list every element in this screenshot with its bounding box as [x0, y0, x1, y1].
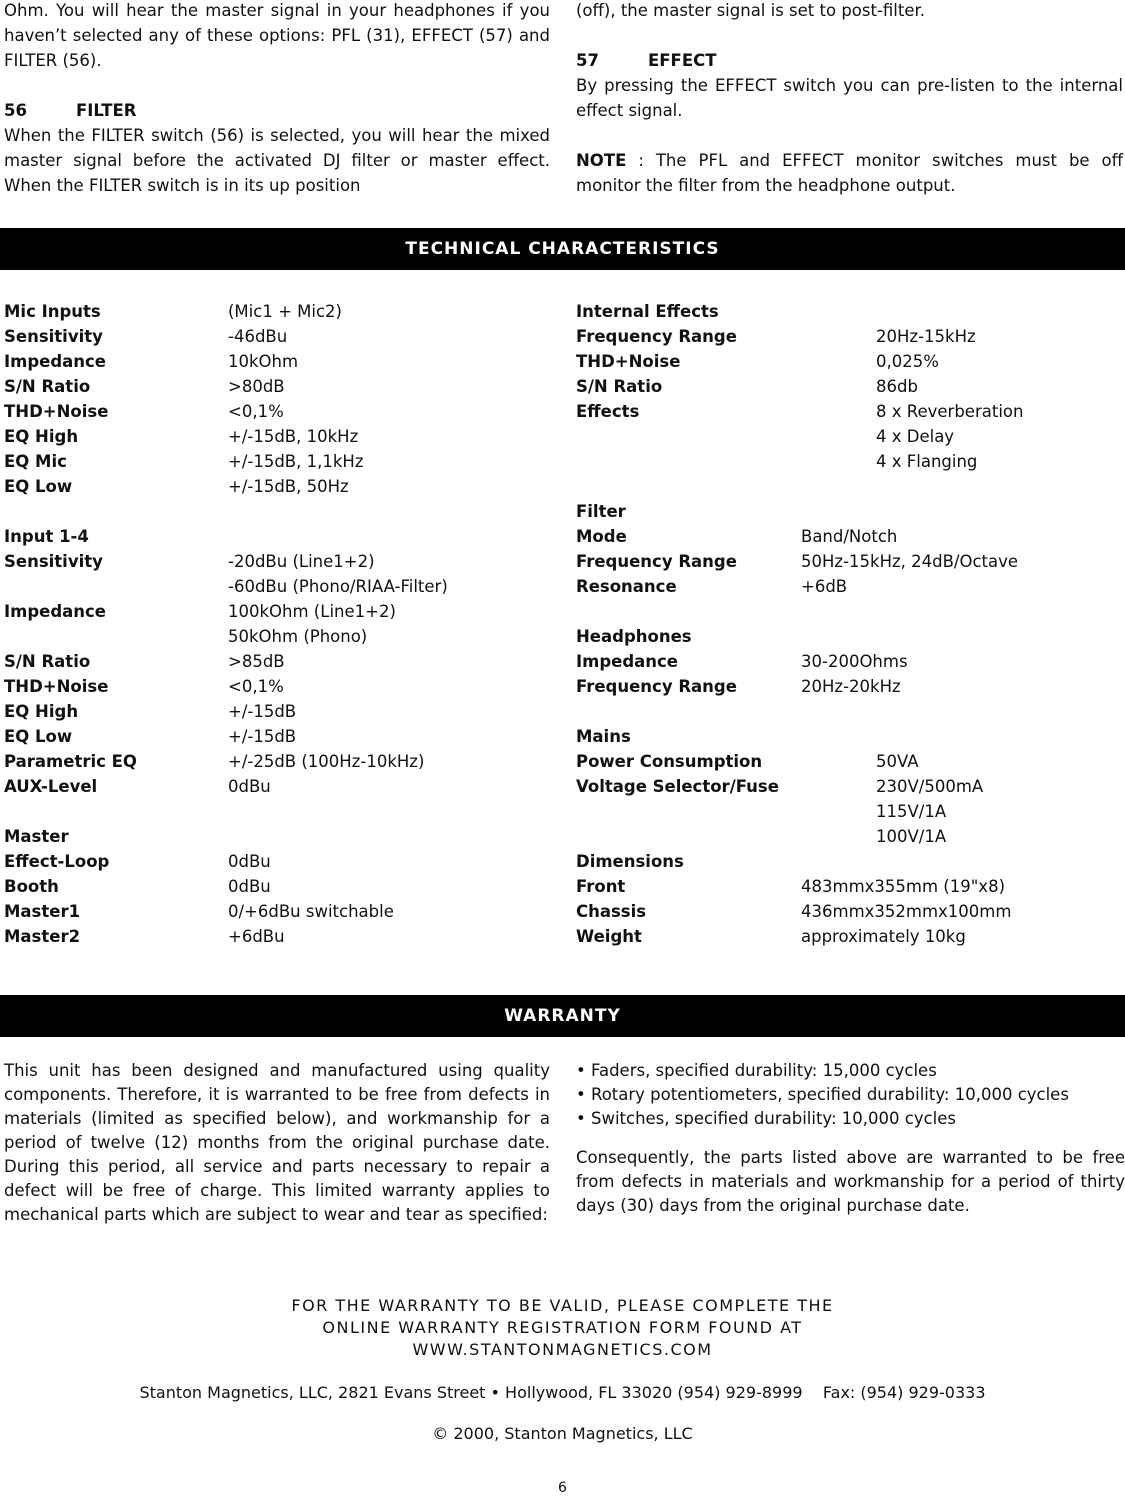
spec-label: Frequency Range	[576, 327, 737, 346]
spec-label: Sensitivity	[4, 552, 103, 571]
spec-row	[4, 524, 544, 549]
spec-label: Sensitivity	[4, 327, 103, 346]
spec-value: +/-15dB, 1,1kHz	[228, 452, 364, 471]
warranty-bullet-item: • Rotary potentiometers, specified durability: 10,000 cycles	[576, 1085, 1069, 1104]
spec-row	[576, 374, 1125, 399]
spec-row	[576, 399, 1125, 424]
spec-label: S/N Ratio	[4, 377, 91, 396]
spec-value: 20Hz-20kHz	[801, 677, 901, 696]
spec-value: +/-15dB, 10kHz	[228, 427, 359, 446]
spec-label: Mic Inputs	[4, 302, 101, 321]
spec-row	[4, 499, 544, 524]
effect-heading	[576, 48, 1123, 73]
spec-row	[4, 374, 544, 399]
spec-label: Frequency Range	[576, 677, 737, 696]
spec-row	[4, 474, 544, 499]
spec-label: Master1	[4, 902, 81, 921]
spec-row	[4, 624, 544, 649]
spec-label: Internal Effects	[576, 302, 719, 321]
spec-value: +6dB	[801, 577, 848, 596]
spec-row	[4, 874, 544, 899]
warranty-left-text: This unit has been designed and manufactured using quality components. Therefore, it is warranted to be free from defects in materials (limited as specified below), and workmanship for a period of twelve (12) months from the original purchase date. During this period, all service and parts necessary to repair a defect will be free of charge. This limited warranty applies to mechanical parts which are subject to wear and tear as specified:	[4, 1061, 550, 1224]
spec-label: Headphones	[576, 627, 692, 646]
spec-row	[576, 474, 1125, 499]
spec-label: Chassis	[576, 902, 647, 921]
filter-heading	[4, 98, 550, 123]
spec-value: (Mic1 + Mic2)	[228, 302, 342, 321]
warranty-right-text: Consequently, the parts listed above are warranted to be free from defects in materials and workmanship for a period of thirty days (30) days from the original purchase date.	[576, 1148, 1125, 1215]
filter-number: 56	[4, 101, 27, 120]
spec-value: 50Hz-15kHz, 24dB/Octave	[801, 552, 1019, 571]
spec-label: THD+Noise	[4, 402, 109, 421]
spec-value: 4 x Flanging	[876, 452, 978, 471]
spec-label: AUX-Level	[4, 777, 98, 796]
spec-label: Impedance	[4, 352, 106, 371]
spec-label: EQ High	[4, 427, 79, 446]
note-text: : The PFL and EFFECT monitor switches must be off monitor the filter from the headphone output.	[576, 151, 1123, 195]
spec-row	[4, 899, 544, 924]
spec-row	[4, 574, 544, 599]
spec-value: 483mmx355mm (19"x8)	[801, 877, 1006, 896]
intro-left-column	[4, 0, 550, 198]
spec-label: S/N Ratio	[4, 652, 91, 671]
spec-label: Impedance	[576, 652, 678, 671]
spec-row	[576, 449, 1125, 474]
spec-label: Resonance	[576, 577, 677, 596]
spec-label: THD+Noise	[576, 352, 681, 371]
warranty-header: WARRANTY	[0, 995, 1125, 1037]
warranty-left-column	[4, 1059, 550, 1227]
spec-value: 0/+6dBu switchable	[228, 902, 394, 921]
spec-value: 86db	[876, 377, 918, 396]
spec-row	[4, 299, 544, 324]
intro-right-text: (off), the master signal is set to post-filter.	[576, 1, 926, 20]
spec-row	[576, 649, 1125, 674]
spec-row	[4, 799, 544, 824]
spec-row	[4, 724, 544, 749]
spec-label: Frequency Range	[576, 552, 737, 571]
spec-row	[576, 849, 1125, 874]
spec-row	[576, 874, 1125, 899]
spec-row	[576, 349, 1125, 374]
spec-row	[4, 324, 544, 349]
spec-value: 50kOhm (Phono)	[228, 627, 368, 646]
spec-value: 30-200Ohms	[801, 652, 908, 671]
spec-row	[4, 599, 544, 624]
spec-row	[576, 799, 1125, 824]
spec-value: approximately 10kg	[801, 927, 966, 946]
spec-row	[4, 699, 544, 724]
spec-label: Master	[4, 827, 69, 846]
spec-value: -20dBu (Line1+2)	[228, 552, 375, 571]
spec-label: Master2	[4, 927, 81, 946]
spec-row	[576, 899, 1125, 924]
filter-body: When the FILTER switch (56) is selected, you will hear the mixed master signal before the activated DJ filter or master effect. When the FILTER switch is in its up position	[4, 126, 550, 195]
spec-label: Power Consumption	[576, 752, 763, 771]
spec-value: <0,1%	[228, 677, 284, 696]
spec-value: 10kOhm	[228, 352, 299, 371]
technical-characteristics-header: TECHNICAL CHARACTERISTICS	[0, 228, 1125, 270]
spec-value: +/-15dB, 50Hz	[228, 477, 349, 496]
spec-label: EQ Low	[4, 477, 73, 496]
spec-value: >80dB	[228, 377, 285, 396]
spec-label: Input 1-4	[4, 527, 89, 546]
spec-row	[576, 324, 1125, 349]
spec-value: -46dBu	[228, 327, 288, 346]
spec-row	[576, 674, 1125, 699]
registration-line-2: ONLINE WARRANTY REGISTRATION FORM FOUND AT	[322, 1318, 803, 1337]
intro-right-column	[576, 0, 1123, 198]
spec-row	[4, 449, 544, 474]
registration-line-1: FOR THE WARRANTY TO BE VALID, PLEASE COMPLETE THE	[291, 1296, 834, 1315]
spec-label: Effect-Loop	[4, 852, 110, 871]
spec-row	[4, 549, 544, 574]
spec-row	[576, 599, 1125, 624]
spec-value: 4 x Delay	[876, 427, 955, 446]
filter-title: FILTER	[76, 101, 137, 120]
effect-title: EFFECT	[648, 51, 717, 70]
spec-row	[576, 524, 1125, 549]
effect-number: 57	[576, 51, 599, 70]
copyright: © 2000, Stanton Magnetics, LLC	[432, 1424, 693, 1443]
spec-value: 50VA	[876, 752, 919, 771]
spec-value: +/-15dB	[228, 702, 297, 721]
spec-value: +/-15dB	[228, 727, 297, 746]
spec-value: +6dBu	[228, 927, 285, 946]
spec-value: -60dBu (Phono/RIAA-Filter)	[228, 577, 448, 596]
spec-value: 0dBu	[228, 777, 271, 796]
spec-row	[4, 424, 544, 449]
spec-label: Impedance	[4, 602, 106, 621]
spec-row	[576, 724, 1125, 749]
spec-value: 100kOhm (Line1+2)	[228, 602, 396, 621]
spec-row	[576, 699, 1125, 724]
spec-label: EQ Low	[4, 727, 73, 746]
spec-value: 100V/1A	[876, 827, 947, 846]
spec-row	[4, 674, 544, 699]
spec-row	[576, 774, 1125, 799]
spec-row	[4, 349, 544, 374]
spec-value: 0dBu	[228, 877, 271, 896]
spec-value: >85dB	[228, 652, 285, 671]
spec-value: 436mmx352mmx100mm	[801, 902, 1012, 921]
tech-specs-right	[576, 299, 1125, 949]
spec-row	[4, 849, 544, 874]
spec-row	[576, 424, 1125, 449]
spec-row	[4, 924, 544, 949]
spec-value: 20Hz-15kHz	[876, 327, 976, 346]
intro-left-text: Ohm. You will hear the master signal in your headphones if you haven’t selected any of these options: PFL (31), EFFECT (57) and FILTER (56).	[4, 1, 550, 70]
spec-label: Filter	[576, 502, 626, 521]
warranty-right-column	[576, 1059, 1125, 1218]
warranty-bullet-item: • Faders, specified durability: 15,000 cycles	[576, 1061, 937, 1080]
spec-value: 230V/500mA	[876, 777, 984, 796]
company-address: Stanton Magnetics, LLC, 2821 Evans Street • Hollywood, FL 33020 (954) 929-8999 Fax: (954) 929-0333	[139, 1383, 986, 1402]
effect-body: By pressing the EFFECT switch you can pre-listen to the internal effect signal.	[576, 76, 1123, 120]
tech-specs-left	[4, 299, 544, 949]
spec-value: <0,1%	[228, 402, 284, 421]
spec-label: Voltage Selector/Fuse	[576, 777, 779, 796]
spec-row	[576, 749, 1125, 774]
spec-label: Weight	[576, 927, 642, 946]
spec-label: EQ Mic	[4, 452, 67, 471]
spec-row	[576, 924, 1125, 949]
spec-value: 8 x Reverberation	[876, 402, 1024, 421]
spec-row	[576, 549, 1125, 574]
spec-label: Booth	[4, 877, 59, 896]
spec-value: 0dBu	[228, 852, 271, 871]
spec-row	[4, 649, 544, 674]
spec-row	[4, 824, 544, 849]
page-number: 6	[558, 1480, 567, 1496]
spec-label: THD+Noise	[4, 677, 109, 696]
spec-value: 0,025%	[876, 352, 939, 371]
spec-value: +/-25dB (100Hz-10kHz)	[228, 752, 425, 771]
spec-label: Front	[576, 877, 626, 896]
spec-row	[576, 824, 1125, 849]
warranty-bullet-item: • Switches, specified durability: 10,000 cycles	[576, 1109, 957, 1128]
warranty-bullet-list	[576, 1059, 1125, 1131]
spec-label: EQ High	[4, 702, 79, 721]
spec-value: 115V/1A	[876, 802, 947, 821]
spec-label: Mains	[576, 727, 631, 746]
spec-label: Mode	[576, 527, 627, 546]
spec-row	[576, 574, 1125, 599]
spec-label: Parametric EQ	[4, 752, 137, 771]
note-label: NOTE	[576, 151, 627, 170]
spec-row	[4, 399, 544, 424]
spec-row	[4, 749, 544, 774]
spec-label: Dimensions	[576, 852, 684, 871]
spec-row	[576, 624, 1125, 649]
spec-label: S/N Ratio	[576, 377, 663, 396]
spec-row	[4, 774, 544, 799]
spec-value: Band/Notch	[801, 527, 898, 546]
registration-notice	[0, 1295, 1125, 1361]
note-paragraph	[576, 148, 1123, 198]
spec-row	[576, 299, 1125, 324]
spec-row	[576, 499, 1125, 524]
spec-label: Effects	[576, 402, 640, 421]
registration-line-3: WWW.STANTONMAGNETICS.COM	[412, 1340, 713, 1359]
